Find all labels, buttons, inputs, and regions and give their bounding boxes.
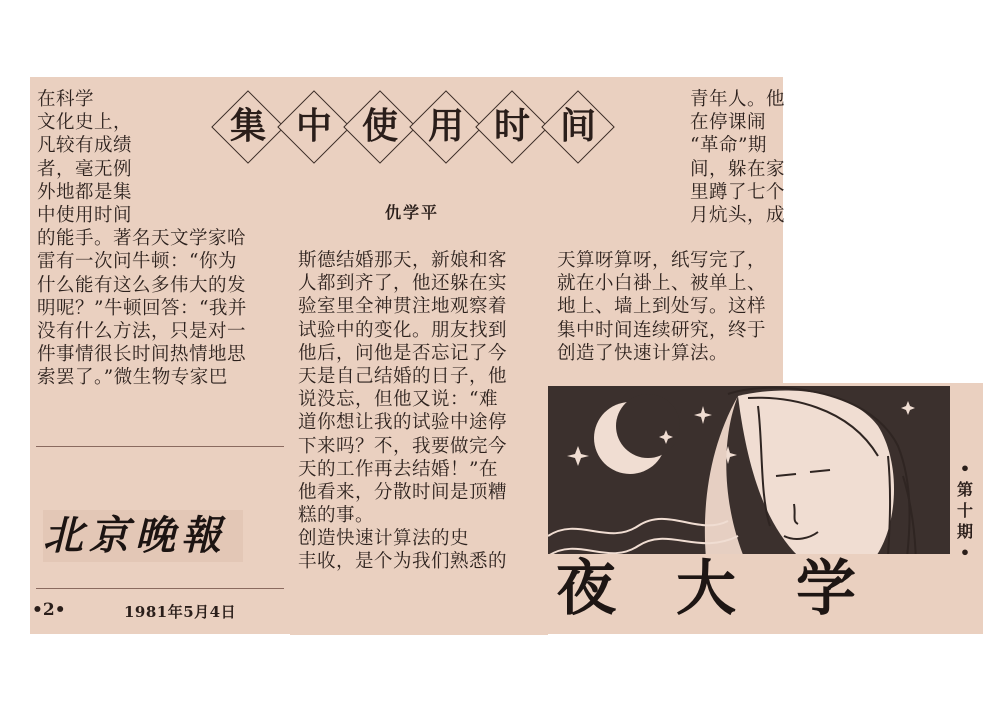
article-title — [210, 90, 625, 185]
text-line: 明呢？”牛顿回答：“我并 — [37, 297, 247, 319]
text-line: 件事情很长时间热情地思 — [37, 344, 247, 366]
text-line: 十 — [956, 501, 973, 520]
title-character: 间 — [559, 105, 596, 147]
title-character: 用 — [427, 105, 464, 147]
text-line: 集中时间连续研究，终于 — [557, 319, 767, 341]
text-line: 他看来，分散时间是顶糟 — [298, 481, 508, 503]
text-line: 外地都是集 — [37, 181, 133, 203]
text-line: 凡较有成绩 — [37, 135, 133, 157]
text-line: 在科学 — [37, 89, 95, 110]
text-line: 雷有一次问牛顿：“你为 — [37, 251, 237, 273]
text-line: 斯德结婚那天，新娘和客 — [298, 250, 508, 271]
article-column-2 — [298, 249, 507, 574]
text-line: 索罢了。”微生物专家巴 — [37, 367, 228, 389]
page-number: •2• — [32, 600, 66, 620]
text-line: 天算呀算呀，纸写完了， — [557, 250, 767, 271]
text-line: 第 — [956, 480, 973, 499]
text-line: 期 — [956, 522, 973, 541]
article-column-3-top — [690, 88, 785, 227]
text-line: 月炕头，成 — [690, 204, 786, 226]
divider — [36, 588, 284, 589]
title-character: 集 — [229, 105, 266, 147]
title-character: 时 — [493, 105, 530, 147]
column-banner-illustration — [548, 386, 950, 624]
text-line: 文化史上， — [37, 112, 133, 134]
text-line: 青年人。他 — [690, 89, 786, 110]
text-line: 间，躲在家 — [690, 158, 786, 180]
text-line: • — [959, 459, 971, 478]
text-line: 没有什么方法，只是对一 — [37, 320, 247, 342]
text-line: 的能手。著名天文学家哈 — [37, 228, 247, 250]
text-line: 丰收，是个为我们熟悉的 — [298, 551, 508, 573]
publication-date: 1981年5月4日 — [124, 603, 237, 621]
text-line: 地上、墙上到处写。这样 — [557, 296, 767, 318]
text-line: 天是自己结婚的日子，他 — [298, 365, 508, 387]
text-line: 里蹲了七个 — [690, 181, 786, 203]
text-line: 试验中的变化。朋友找到 — [298, 319, 508, 341]
column-banner-title: 夜大学 — [556, 554, 916, 624]
text-line: 在停课闹 — [690, 112, 767, 134]
text-line: 糕的事。 — [298, 505, 375, 527]
text-line: • — [959, 543, 971, 562]
text-line: 他后，问他是否忘记了今 — [298, 342, 508, 364]
text-line: 创造了快速计算法。 — [557, 342, 729, 364]
text-line: 中使用时间 — [37, 204, 133, 226]
divider — [36, 446, 284, 447]
issue-number — [952, 458, 978, 563]
text-line: 什么能有这么多伟大的发 — [37, 274, 247, 296]
newspaper-clipping-bottom — [290, 585, 548, 635]
text-line: 下来吗？不，我要做完今 — [298, 435, 508, 457]
text-line: 道你想让我的试验中途停 — [298, 412, 508, 434]
title-character: 中 — [295, 105, 332, 147]
text-line: “革命”期 — [690, 135, 767, 157]
article-author: 仇学平 — [385, 203, 440, 222]
article-column-1 — [37, 88, 247, 389]
newspaper-masthead: 北京晚報 — [43, 510, 243, 562]
text-line: 天的工作再去结婚！”在 — [298, 458, 498, 480]
title-character: 使 — [361, 105, 398, 147]
text-line: 人都到齐了，他还躲在实 — [298, 273, 508, 295]
text-line: 验室里全神贯注地观察着 — [298, 296, 508, 318]
text-line: 者，毫无例 — [37, 158, 133, 180]
text-line: 说没忘，但他又说：“难 — [298, 389, 498, 411]
text-line: 创造快速计算法的史 — [298, 528, 470, 550]
article-column-3-bottom — [557, 249, 766, 365]
text-line: 就在小白褂上、被单上、 — [557, 273, 767, 295]
